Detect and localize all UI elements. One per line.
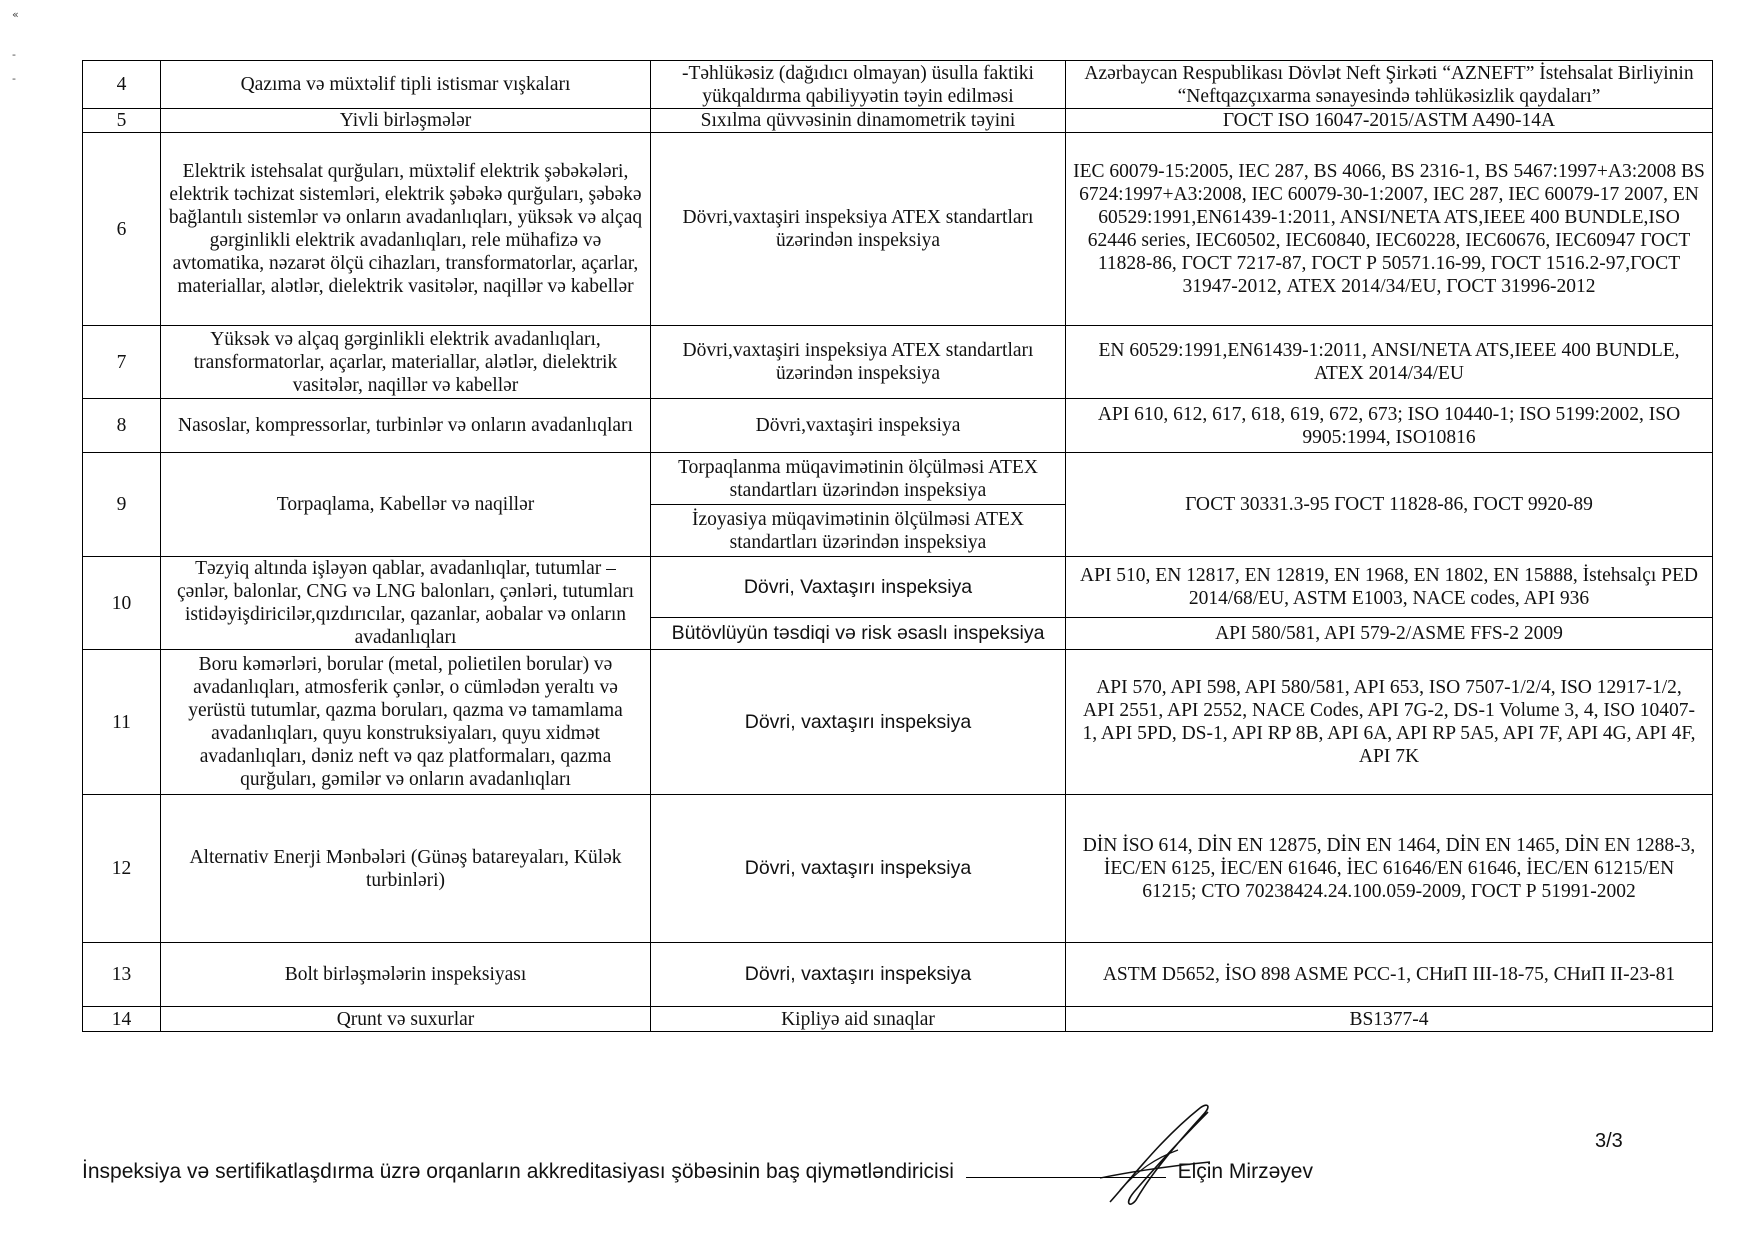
signature-line — [966, 1175, 1166, 1178]
method-cell: -Təhlükəsiz (dağıdıcı olmayan) üsulla faktiki yükqaldırma qabiliyyətin təyin edilməsi — [651, 61, 1066, 109]
row-number: 6 — [83, 133, 161, 326]
standard-cell: ГОСТ 30331.3-95 ГОСТ 11828-86, ГОСТ 9920-89 — [1066, 453, 1713, 557]
standard-cell: API 580/581, API 579-2/ASME FFS-2 2009 — [1066, 618, 1713, 650]
row-number: 14 — [83, 1007, 161, 1032]
standard-cell: API 570, API 598, API 580/581, API 653, ISO 7507-1/2/4, ISO 12917-1/2, API 2551, API 2552, NACE Codes, API 7G-2, DS-1 Volume 3, 4, ISO 10407-1, API 5PD, DS-1, API RP 8B, API 6A, API RP 5A5, API 7F, API 4G, API 4F, API 7K — [1066, 650, 1713, 795]
object-cell: Qazıma və müxtəlif tipli istismar vışkaları — [161, 61, 651, 109]
margin-mark: « — [12, 8, 19, 21]
table-row — [83, 1007, 1713, 1032]
row-number: 7 — [83, 326, 161, 399]
signatory-name: Elçin Mirzəyev — [1177, 1160, 1313, 1183]
standard-cell: ASTM D5652, İSO 898 ASME PCC-1, СНиП III-18-75, СНиП II-23-81 — [1066, 943, 1713, 1007]
object-cell: Yüksək və alçaq gərginlikli elektrik avadanlıqları, transformatorlar, açarlar, materiallar, alətlər, dielektrik vasitələr, naqillər və kabellər — [161, 326, 651, 399]
row-number: 13 — [83, 943, 161, 1007]
margin-mark: - — [12, 48, 16, 61]
table-row — [83, 399, 1713, 453]
standard-cell: API 510, EN 12817, EN 12819, EN 1968, EN 1802, EN 15888, İstehsalçı PED 2014/68/EU, ASTM E1003, NACE codes, API 936 — [1066, 557, 1713, 618]
method-cell: Torpaqlanma müqavimətinin ölçülməsi ATEX standartları üzərindən inspeksiya — [651, 453, 1066, 505]
standard-cell: API 610, 612, 617, 618, 619, 672, 673; ISO 10440-1; ISO 5199:2002, ISO 9905:1994, ISO10816 — [1066, 399, 1713, 453]
standard-cell: Azərbaycan Respublikası Dövlət Neft Şirkəti “AZNEFT” İstehsalat Birliyinin “Neftqazçıxarma sənayesində təhlükəsizlik qaydaları” — [1066, 61, 1713, 109]
method-cell: Dövri, vaxtaşırı inspeksiya — [651, 650, 1066, 795]
table-row — [83, 453, 1713, 505]
table-row — [83, 557, 1713, 618]
row-number: 5 — [83, 109, 161, 133]
method-cell: Dövri, Vaxtaşırı inspeksiya — [651, 557, 1066, 618]
table-row — [83, 133, 1713, 326]
standards-table — [82, 60, 1713, 1032]
method-cell: Dövri,vaxtaşiri inspeksiya — [651, 399, 1066, 453]
method-cell: Bütövlüyün təsdiqi və risk əsaslı inspeksiya — [651, 618, 1066, 650]
row-number: 8 — [83, 399, 161, 453]
standard-cell: IEC 60079-15:2005, IEC 287, BS 4066, BS 2316-1, BS 5467:1997+A3:2008 BS 6724:1997+A3:2008, IEC 60079-30-1:2007, IEC 287, IEC 60079-17 2007, EN 60529:1991,EN61439-1:2011, ANSI/NETA ATS,IEEE 400 BUNDLE,ISO 62446 series, IEC60502, IEC60840, IEC60228, IEC60676, IEC60947 ГОСТ 11828-86, ГОСТ 7217-87, ГОСТ Р 50571.16-99, ГОСТ 1516.2-97,ГОСТ 31947-2012, ATEX 2014/34/EU, ГОСТ 31996-2012 — [1066, 133, 1713, 326]
row-number: 12 — [83, 795, 161, 943]
standard-cell: BS1377-4 — [1066, 1007, 1713, 1032]
table-row — [83, 61, 1713, 109]
object-cell: Elektrik istehsalat qurğuları, müxtəlif elektrik şəbəkələri, elektrik təchizat sistemləri, elektrik şəbəkə qurğuları, şəbəkə bağlantılı sistemlər və onların avadanlıqları, yüksək və alçaq gərginlikli elektrik avadanlıqları, rele mühafizə və avtomatika, nəzarət ölçü cihazları, transformatorlar, açarlar, materiallar, alətlər, dielektrik vasitələr, naqillər və kabellər — [161, 133, 651, 326]
standard-cell: DİN İSO 614, DİN EN 12875, DİN EN 1464, DİN EN 1465, DİN EN 1288-3, İEC/EN 6125, İEC/EN 61646, İEC 61646/EN 61646, İEC/EN 61215/EN 61215; СТО 70238424.24.100.059-2009, ГОСТ Р 51991-2002 — [1066, 795, 1713, 943]
object-cell: Nasoslar, kompressorlar, turbinlər və onların avadanlıqları — [161, 399, 651, 453]
margin-mark: - — [12, 72, 16, 85]
table-row — [83, 650, 1713, 795]
method-cell: İzoyasiya müqavimətinin ölçülməsi ATEX standartları üzərindən inspeksiya — [651, 505, 1066, 557]
signature-footer — [82, 1160, 1313, 1184]
row-number: 9 — [83, 453, 161, 557]
object-cell: Yivli birləşmələr — [161, 109, 651, 133]
table-row — [83, 326, 1713, 399]
signatory-role: İnspeksiya və sertifikatlaşdırma üzrə orqanların akkreditasiyası şöbəsinin baş qiymətləndiricisi — [82, 1160, 954, 1183]
object-cell: Bolt birləşmələrin inspeksiyası — [161, 943, 651, 1007]
method-cell: Dövri, vaxtaşırı inspeksiya — [651, 795, 1066, 943]
object-cell: Qrunt və suxurlar — [161, 1007, 651, 1032]
row-number: 11 — [83, 650, 161, 795]
row-number: 4 — [83, 61, 161, 109]
table-row — [83, 795, 1713, 943]
table-row — [83, 943, 1713, 1007]
standard-cell: EN 60529:1991,EN61439-1:2011, ANSI/NETA ATS,IEEE 400 BUNDLE, ATEX 2014/34/EU — [1066, 326, 1713, 399]
page-number: 3/3 — [1595, 1130, 1623, 1152]
signature-image — [1090, 1100, 1250, 1210]
method-cell: Dövri,vaxtaşiri inspeksiya ATEX standartları üzərindən inspeksiya — [651, 326, 1066, 399]
method-cell: Sıxılma qüvvəsinin dinamometrik təyini — [651, 109, 1066, 133]
row-number: 10 — [83, 557, 161, 650]
method-cell: Dövri, vaxtaşırı inspeksiya — [651, 943, 1066, 1007]
object-cell: Torpaqlama, Kabellər və naqillər — [161, 453, 651, 557]
method-cell: Dövri,vaxtaşiri inspeksiya ATEX standartları üzərindən inspeksiya — [651, 133, 1066, 326]
object-cell: Alternativ Enerji Mənbələri (Günəş batareyaları, Külək turbinləri) — [161, 795, 651, 943]
standard-cell: ГОСТ ISO 16047-2015/ASTM A490-14A — [1066, 109, 1713, 133]
object-cell: Boru kəmərləri, borular (metal, polietilen borular) və avadanlıqları, atmosferik çənlər, o cümlədən yeraltı və yerüstü tutumlar, qazma boruları, qazma və tamamlama avadanlıqları, quyu konstruksiyaları, quyu xidmət avadanlıqları, dəniz neft və qaz platformaları, qazma qurğuları, gəmilər və onların avadanlıqları — [161, 650, 651, 795]
method-cell: Kipliyə aid sınaqlar — [651, 1007, 1066, 1032]
object-cell: Təzyiq altında işləyən qablar, avadanlıqlar, tutumlar – çənlər, balonlar, CNG və LNG balonları, çənləri, tutumları istidəyişdiricilər,qızdırıcılar, qazanlar, aobalar və onların avadanlıqları — [161, 557, 651, 650]
table-row — [83, 109, 1713, 133]
